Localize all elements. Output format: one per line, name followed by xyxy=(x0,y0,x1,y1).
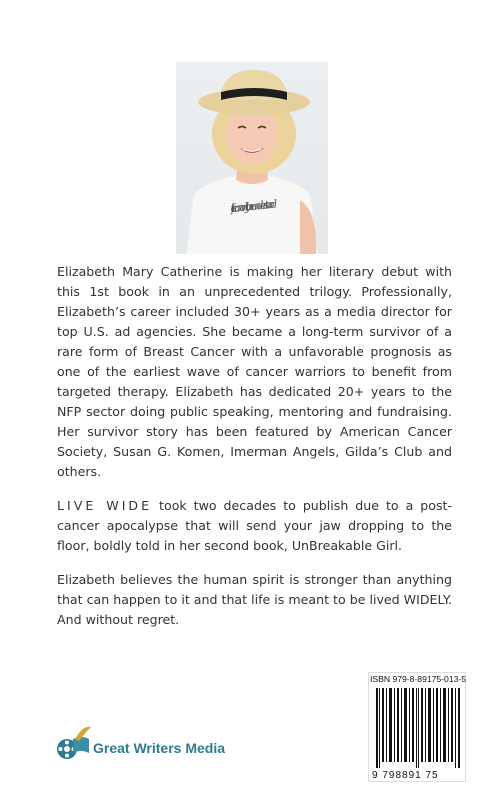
author-photo xyxy=(176,62,328,254)
barcode-icon xyxy=(376,688,460,768)
bio-paragraph-1: Elizabeth Mary Catherine is making her literary debut with this 1st book in an unprecedented trilogy. Professionally, Elizabeth’s career included 30+ years as a media director for top U.S. ad agencies. She became a long-term survivor of a rare form of Breast Cancer with a unfavorable prognosis as one of the earliest wave of cancer warriors to benefit from targeted therapy. Elizabeth has dedicated 20+ years to the NFP sector doing public speaking, mentoring and fundraising. Her survivor story has been featured by American Cancer Society, Susan G. Komen, Imerman Angels, Gilda’s Club and others. xyxy=(57,264,452,479)
author-portrait-illustration xyxy=(176,62,328,254)
author-biography xyxy=(57,262,452,644)
barcode-digits: 9 798891 75 xyxy=(372,770,439,781)
bio-paragraph-2 xyxy=(57,496,452,556)
shirt-print-text: life can only be understood xyxy=(229,197,278,216)
publisher-logo-icon xyxy=(53,725,93,761)
publisher-name: Great Writers Media xyxy=(93,740,226,756)
bio-paragraph-2-text: took two decades to publish due to a post-cancer apocalypse that will send your jaw dropping to the floor, boldly told in her second book, UnBreakable Girl. xyxy=(57,498,452,553)
book-title-live-wide: LIVE WIDE xyxy=(57,498,153,513)
isbn-label: ISBN 979-8-89175-013-5 xyxy=(370,674,467,684)
bio-paragraph-3: Elizabeth believes the human spirit is stronger than anything that can happen to it and that life is meant to be lived WIDELY. And without regret. xyxy=(57,572,452,627)
